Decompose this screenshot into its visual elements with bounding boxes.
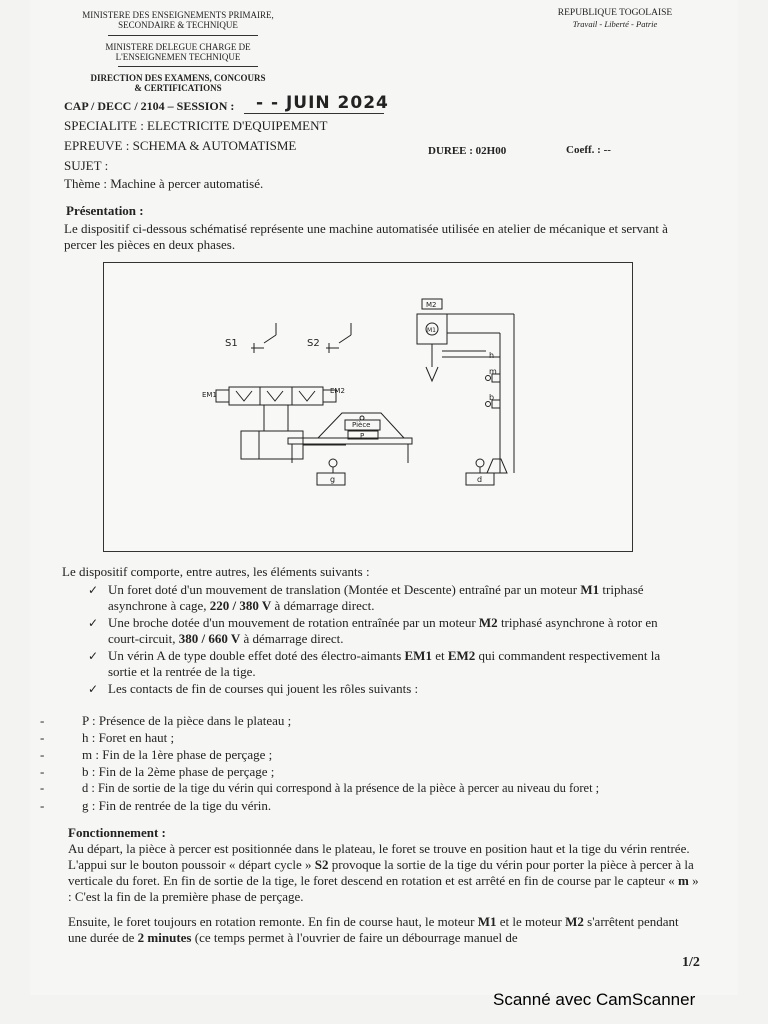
s2-contact <box>339 335 351 343</box>
fonctionnement-p2: Ensuite, le foret toujours en rotation remonte. En fin de course haut, le moteur M1 et le moteur M2 s'arrêtent pendant une durée de 2 minutes (ce temps permet à l'ouvrier de faire un débourrage manuel de <box>68 914 679 945</box>
presentation-text: Le dispositif ci-dessous schématisé représente une machine automatisée utilisée en atelier de mécanique et servant à percer les pièces en deux phases. <box>64 221 668 252</box>
delegate-line: L'ENSEIGNEMEN TECHNIQUE <box>115 52 241 62</box>
label-b: b <box>489 393 495 402</box>
label-s1: S1 <box>225 338 238 349</box>
label-piece: Pièce <box>352 421 371 429</box>
valve-arrow <box>299 391 315 401</box>
duree: DUREE : 02H00 <box>428 145 507 157</box>
list-item: ✓ Un vérin A de type double effet doté des électro-aimants EM1 et EM2 qui commandent respectivement la sortie et la rentrée de la tige. <box>88 648 661 679</box>
check-icon: ✓ <box>88 649 99 663</box>
valve-arrow <box>267 391 283 401</box>
label-g: g <box>330 475 336 484</box>
cylinder-body <box>241 431 303 459</box>
label-h: h <box>489 351 495 360</box>
b-sensor <box>486 402 491 407</box>
republic-motto: Travail - Liberté - Patrie <box>572 19 658 29</box>
machine-diagram <box>103 262 633 552</box>
presentation-title: Présentation : <box>66 203 144 218</box>
list-item: - h : Foret en haut ; <box>40 730 175 745</box>
theme: Thème : Machine à percer automatisé. <box>64 176 264 191</box>
scanner-watermark: Scanné avec CamScanner <box>493 990 696 1009</box>
m-sensor <box>486 376 491 381</box>
check-icon: ✓ <box>88 616 99 630</box>
list-item: - d : Fin de sortie de la tige du vérin qui correspond à la présence de la pièce à percer au niveau du foret ; <box>40 781 600 795</box>
session-label: CAP / DECC / 2104 – SESSION : <box>64 99 235 113</box>
components-intro: Le dispositif comporte, entre autres, les éléments suivants : <box>62 564 370 579</box>
label-em2: EM2 <box>330 387 345 395</box>
s1-contact <box>264 335 276 343</box>
g-sensor-roller <box>329 459 337 467</box>
valve-body <box>229 387 323 405</box>
list-item: ✓ Un foret doté d'un mouvement de translation (Montée et Descente) entraîné par un moteur M1 triphasé asynchrone à cage, 220 / 380 V à démarrage direct. <box>88 582 644 613</box>
list-item: - g : Fin de rentrée de la tige du vérin. <box>40 798 272 813</box>
speciality: SPECIALITE : ELECTRICITE D'EQUIPEMENT <box>64 118 328 133</box>
session-underline <box>244 113 384 114</box>
epreuve: EPREUVE : SCHEMA & AUTOMATISME <box>64 138 297 153</box>
label-m: m <box>489 367 497 376</box>
piece-mark <box>360 416 364 420</box>
fonctionnement-p1: Au départ, la pièce à percer est positionnée dans le plateau, le foret se trouve en position haut et la tige du vérin rentrée. L'appui sur le bouton poussoir « départ cycle » S2 provoque la sortie de la tige du vérin pour porter la pièce à percer à la verticale du foret. En fin de sortie de la tige, le foret descend en rotation et est arrêté en fin de course par le capteur « m » : C'est la fin de la première phase de perçage. <box>68 841 699 904</box>
delegate-line: MINISTERE DELEGUE CHARGE DE <box>105 42 251 52</box>
list-item: - m : Fin de la 1ère phase de perçage ; <box>40 747 273 762</box>
ministry-line: MINISTERE DES ENSEIGNEMENTS PRIMAIRE, <box>82 10 274 20</box>
drill-bit <box>426 367 438 381</box>
end-switches-list <box>40 712 700 814</box>
session-value: - - JUIN 2024 <box>256 93 389 113</box>
direction-line: DIRECTION DES EXAMENS, CONCOURS <box>90 73 266 83</box>
diagram-svg <box>104 263 632 551</box>
components-list <box>88 582 688 698</box>
label-em1: EM1 <box>202 391 217 399</box>
label-m2: M2 <box>426 301 437 309</box>
divider <box>108 35 258 36</box>
label-s2: S2 <box>307 338 320 349</box>
list-item: - b : Fin de la 2ème phase de perçage ; <box>40 764 275 779</box>
ministry-header <box>48 10 308 30</box>
ministry-line: SECONDAIRE & TECHNIQUE <box>118 20 238 30</box>
em1-coil <box>216 390 229 402</box>
check-icon: ✓ <box>88 583 99 597</box>
coeff: Coeff. : -- <box>566 144 611 156</box>
list-item: - P : Présence de la pièce dans le plateau ; <box>40 713 292 728</box>
valve-arrow <box>236 391 252 401</box>
d-sensor-roller <box>476 459 484 467</box>
check-icon: ✓ <box>88 682 99 696</box>
column-base <box>487 459 507 473</box>
label-p: P <box>360 432 365 440</box>
fonctionnement-title: Fonctionnement : <box>68 825 166 840</box>
sujet-label: SUJET : <box>64 158 109 173</box>
list-item: ✓ Une broche dotée d'un mouvement de rotation entraînée par un moteur M2 triphasé asynchrone à rotor en court-circuit, 380 / 660 V à démarrage direct. <box>88 615 658 646</box>
delegate-header <box>48 42 308 62</box>
republic-title: REPUBLIQUE TOGOLAISE <box>557 8 673 18</box>
label-d: d <box>477 475 483 484</box>
republic-header <box>530 8 700 30</box>
direction-header <box>48 73 308 93</box>
label-m1: M1 <box>427 327 436 334</box>
direction-line: & CERTIFICATIONS <box>134 83 222 93</box>
divider <box>118 66 258 67</box>
page-number: 1/2 <box>682 955 700 970</box>
list-item: ✓ Les contacts de fin de courses qui jouent les rôles suivants : <box>88 681 419 696</box>
